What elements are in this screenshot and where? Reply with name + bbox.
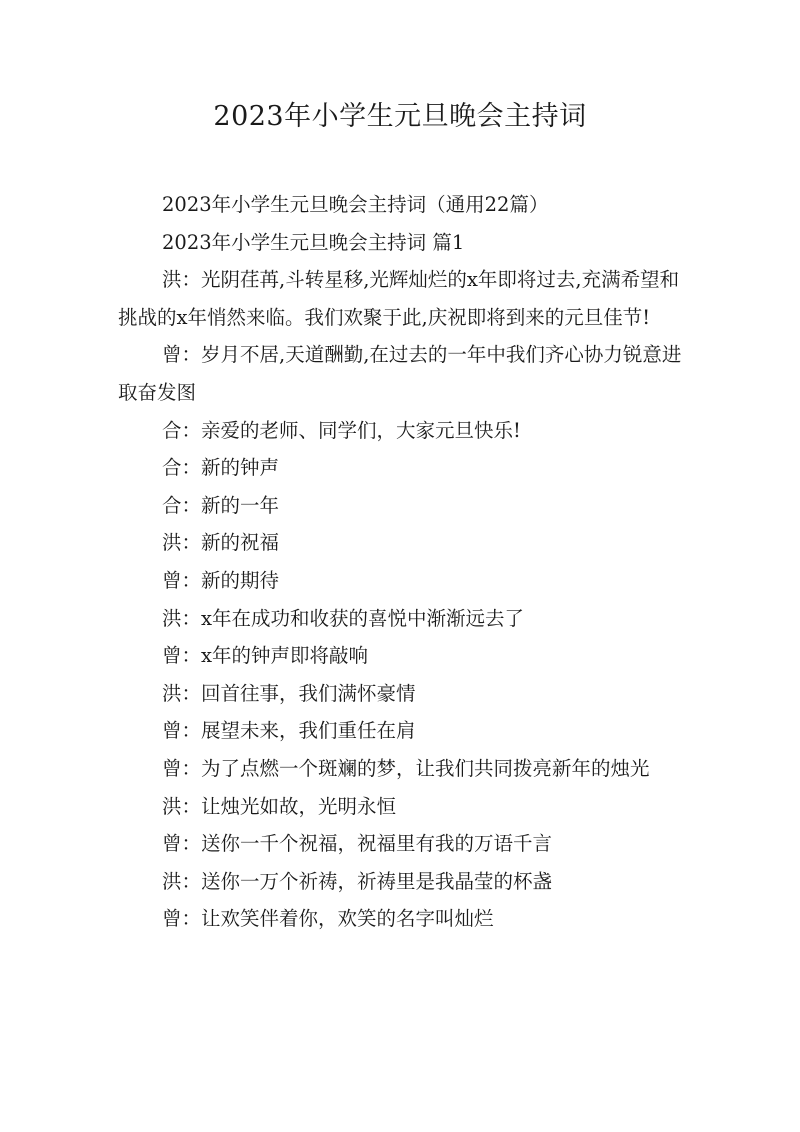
script-line: 洪：让烛光如故，光明永恒: [162, 794, 397, 818]
script-line: 曾：送你一千个祝福，祝福里有我的万语千言: [162, 832, 553, 856]
subtitle-line: 2023年小学生元旦晚会主持词（通用22篇）: [162, 193, 549, 216]
document-title: 2023年小学生元旦晚会主持词: [213, 101, 587, 132]
script-line: 合：新的钟声: [162, 456, 280, 480]
script-line: 洪：新的祝福: [162, 531, 280, 555]
script-line: 合：亲爱的老师、同学们，大家元旦快乐!: [162, 418, 521, 442]
script-line: 曾：让欢笑伴着你，欢笑的名字叫灿烂: [162, 907, 494, 931]
script-line: 曾：x年的钟声即将敲响: [162, 644, 368, 668]
script-line: 曾：为了点燃一个斑斓的梦，让我们共同拨亮新年的烛光: [162, 756, 650, 780]
script-line: 洪：回首往事，我们满怀豪情: [162, 681, 416, 705]
script-line: 曾：新的期待: [162, 568, 280, 592]
document-body: [118, 186, 684, 938]
section-heading: 2023年小学生元旦晚会主持词 篇1: [162, 230, 465, 254]
script-line: 洪：光阴荏苒,斗转星移,光辉灿烂的x年即将过去,充满希望和挑战的x年悄然来临。我们欢聚于此,庆祝即将到来的元旦佳节!: [118, 268, 680, 329]
script-line: 合：新的一年: [162, 493, 280, 517]
script-line: 曾：岁月不居,天道酬勤,在过去的一年中我们齐心协力锐意进取奋发图: [118, 343, 682, 404]
script-line: 洪：x年在成功和收获的喜悦中渐渐远去了: [162, 606, 524, 630]
script-line: 曾：展望未来，我们重任在肩: [162, 719, 416, 743]
script-line: 洪：送你一万个祈祷，祈祷里是我晶莹的杯盏: [162, 869, 553, 893]
